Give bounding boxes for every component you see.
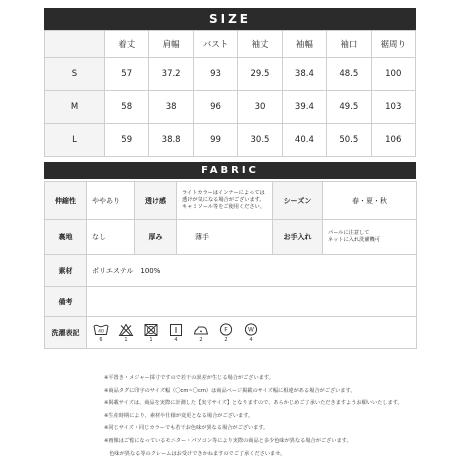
- size-cell: 37.2: [149, 58, 193, 91]
- remarks-value: [87, 287, 417, 317]
- no-tumble-dry-icon: 1: [143, 323, 159, 343]
- size-cell: 39.4: [282, 91, 326, 124]
- size-header-bust: バスト: [193, 31, 237, 58]
- size-cell: 106: [371, 124, 415, 157]
- fabric-row-stretch: [45, 182, 417, 220]
- remarks-label: 備考: [45, 287, 87, 317]
- stretch-value: ややあり: [87, 182, 135, 220]
- laundry-icons-cell: [87, 317, 417, 349]
- note-line: ※掲載サイズは、商品を実際に計測した【実寸サイズ】となりますので、あらかじめご了承いただきますようお願いいたします。: [104, 400, 403, 407]
- size-cell: 48.5: [327, 58, 371, 91]
- wash-40-icon: 40 6: [93, 323, 109, 343]
- note-line: ※同じサイズ・同じカラーでも若干お色味が異なる場合がございます。: [104, 425, 269, 432]
- fabric-row-material: [45, 255, 417, 287]
- size-cell: 30: [238, 91, 282, 124]
- fabric-table: [44, 181, 417, 349]
- size-cell: 38: [149, 91, 193, 124]
- table-row: [45, 58, 416, 91]
- size-cell: 58: [105, 91, 149, 124]
- size-cell: 38.8: [149, 124, 193, 157]
- size-cell: 29.5: [238, 58, 282, 91]
- care-label: お手入れ: [273, 220, 323, 255]
- fabric-row-remarks: [45, 287, 417, 317]
- material-value: ポリエステル 100%: [87, 255, 417, 287]
- svg-text:W: W: [248, 326, 254, 334]
- svg-text:F: F: [224, 326, 228, 334]
- size-cell: 38.4: [282, 58, 326, 91]
- size-cell: 93: [193, 58, 237, 91]
- size-header-hem: 裾周り: [371, 31, 415, 58]
- size-cell: 57: [105, 58, 149, 91]
- size-cell: 59: [105, 124, 149, 157]
- season-label: シーズン: [273, 182, 323, 220]
- size-header-row: [45, 31, 416, 58]
- size-cell: 103: [371, 91, 415, 124]
- lining-value: なし: [87, 220, 135, 255]
- note-line: 色味が異なる等のクレームはお受けできかねますのでご了承くださいませ。: [104, 450, 286, 457]
- size-header-sleeve-width: 袖幅: [282, 31, 326, 58]
- size-cell: 100: [371, 58, 415, 91]
- wet-clean-w-icon: W 4: [243, 323, 259, 343]
- note-line: ※画像はご覧になっているモニター・パソコン等により実際の商品と多少色味が異なる場合がございます。: [104, 437, 352, 444]
- note-line: ※平置き・メジャー採寸ですので若干の誤差が生じる場合がございます。: [104, 375, 274, 381]
- stretch-label: 伸縮性: [45, 182, 87, 220]
- size-cell: 30.5: [238, 124, 282, 157]
- size-table: [44, 30, 416, 157]
- size-label: M: [45, 91, 105, 124]
- size-cell: 49.5: [327, 91, 371, 124]
- table-row: [45, 91, 416, 124]
- table-row: [45, 124, 416, 157]
- size-cell: 99: [193, 124, 237, 157]
- size-header-corner: [45, 31, 105, 58]
- care-value: パールに注意して ネットに入れ洗濯機可: [323, 220, 417, 255]
- laundry-icons: [93, 323, 410, 343]
- note-line: ※商品タグに印字のサイズ幅（〇cm~〇cm）は商品ページ掲載のサイズ幅に相違がある場合がございます。: [104, 387, 356, 394]
- dry-clean-f-icon: F 2: [218, 323, 234, 343]
- lining-label: 裏地: [45, 220, 87, 255]
- thickness-label: 厚み: [135, 220, 177, 255]
- note-line: ※生産時期により、素材や仕様が変更となる場合がございます。: [104, 412, 254, 419]
- fabric-row-laundry: [45, 317, 417, 349]
- size-cell: 40.4: [282, 124, 326, 157]
- season-value: 春・夏・秋: [323, 182, 417, 220]
- size-label: L: [45, 124, 105, 157]
- material-label: 素材: [45, 255, 87, 287]
- size-header-cuff: 袖口: [327, 31, 371, 58]
- laundry-label: 洗濯表記: [45, 317, 87, 349]
- iron-low-icon: 2: [193, 323, 209, 343]
- size-header-length: 着丈: [105, 31, 149, 58]
- fabric-section-header: FABRIC: [44, 162, 416, 179]
- svg-text:40: 40: [98, 329, 104, 335]
- fabric-row-lining: [45, 220, 417, 255]
- sheer-note: ライトカラーはインナーによっては 透けが気になる場合がございます。 キャミソール等をご使用ください。: [177, 182, 273, 220]
- notes-list: [104, 372, 404, 460]
- size-label: S: [45, 58, 105, 91]
- size-header-shoulder: 肩幅: [149, 31, 193, 58]
- line-dry-icon: 4: [168, 323, 184, 343]
- size-section-header: SIZE: [44, 8, 416, 30]
- thickness-value: 薄手: [177, 220, 273, 255]
- size-header-sleeve-length: 袖丈: [238, 31, 282, 58]
- size-cell: 50.5: [327, 124, 371, 157]
- no-bleach-icon: 1: [118, 323, 134, 343]
- size-cell: 96: [193, 91, 237, 124]
- sheer-label: 透け感: [135, 182, 177, 220]
